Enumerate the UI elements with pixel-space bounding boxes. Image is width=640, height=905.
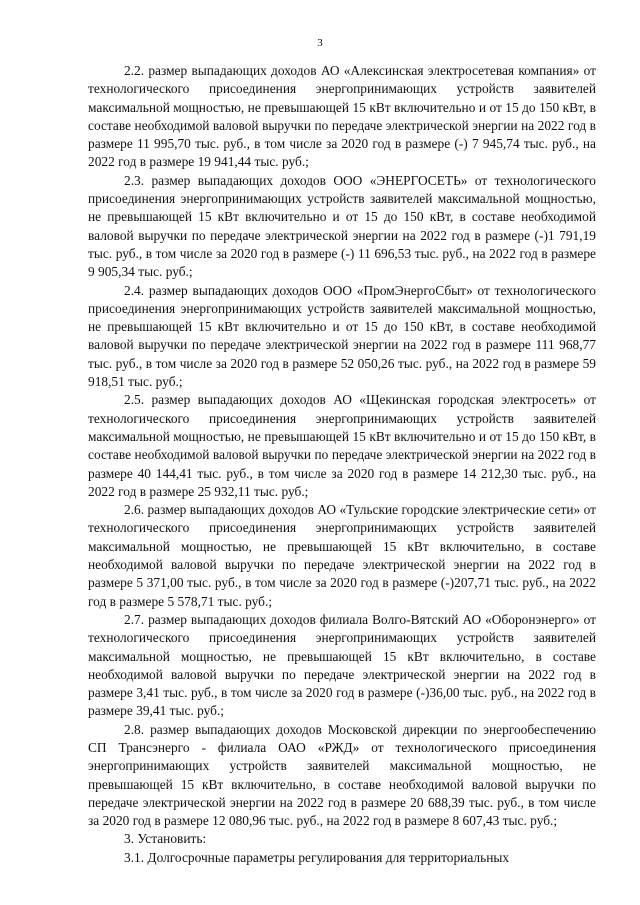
paragraph-2-2: 2.2. размер выпадающих доходов АО «Алексинская электросетевая компания» от технологического присоединения энергопринимающих устройств заявителей максимальной мощностью, не превышающей 15 кВт включительно и от 15 до 150 кВт, в составе необходимой валовой выручки по передаче электрической энергии на 2022 год в размере 11 995,70 тыс. руб., в том числе за 2020 год в размере (-) 7 945,74 тыс. руб., на 2022 год в размере 19 941,44 тыс. руб.; bbox=[88, 63, 596, 170]
paragraph-2-6: 2.6. размер выпадающих доходов АО «Тульские городские электрические сети» от технологического присоединения энергопринимающих устройств заявителей максимальной мощностью, не превышающей 15 кВт включительно, в составе необходимой валовой выручки по передаче электрической энергии на 2022 год в размере 5 371,00 тыс. руб., в том числе за 2020 год в размере (-)207,71 тыс. руб., на 2022 год в размере 5 578,71 тыс. руб.; bbox=[88, 502, 596, 609]
paragraph-2-5: 2.5. размер выпадающих доходов АО «Щекинская городская электросеть» от технологического присоединения энергопринимающих устройств заявителей максимальной мощностью, не превышающей 15 кВт включительно и от 15 до 150 кВт, в составе необходимой валовой выручки по передаче электрической энергии на 2022 год в размере 40 144,41 тыс. руб., в том числе за 2020 год в размере 14 212,30 тыс. руб., на 2022 год в размере 25 932,11 тыс. руб.; bbox=[88, 392, 596, 499]
paragraph-2-4: 2.4. размер выпадающих доходов ООО «ПромЭнергоСбыт» от технологического присоединения энергопринимающих устройств заявителей максимальной мощностью, не превышающей 15 кВт включительно и от 15 до 150 кВт, в составе необходимой валовой выручки по передаче электрической энергии на 2022 год в размере 111 968,77 тыс. руб., в том числе за 2020 год в размере 52 050,26 тыс. руб., на 2022 год в размере 59 918,51 тыс. руб.; bbox=[88, 282, 596, 390]
paragraph-2-8: 2.8. размер выпадающих доходов Московской дирекции по энергообеспечению СП Трансэнерго - филиала ОАО «РЖД» от технологического присоединения энергопринимающих устройств заявителей максимальной мощностью, не превышающей 15 кВт включительно, в составе необходимой валовой выручки по передаче электрической энергии на 2022 год в размере 20 688,39 тыс. руб., в том числе за 2020 год в размере 12 080,96 тыс. руб., на 2022 год в размере 8 607,43 тыс. руб.; bbox=[88, 721, 596, 829]
page-number: 3 bbox=[317, 37, 323, 49]
paragraph-2-3: 2.3. размер выпадающих доходов ООО «ЭНЕРГОСЕТЬ» от технологического присоединения энергопринимающих устройств заявителей максимальной мощностью, не превышающей 15 кВт включительно и от 15 до 150 кВт, в составе необходимой валовой выручки по передаче электрической энергии на 2022 год в размере (-)1 791,19 тыс. руб., в том числе за 2020 год в размере (-) 11 696,53 тыс. руб., на 2022 год в размере 9 905,34 тыс. руб.; bbox=[88, 172, 596, 280]
paragraph-3: 3. Установить: bbox=[124, 831, 207, 847]
paragraph-2-7: 2.7. размер выпадающих доходов филиала Волго-Вятский АО «Оборонэнерго» от технологического присоединения энергопринимающих устройств заявителей максимальной мощностью, не превышающей 15 кВт включительно, в составе необходимой валовой выручки по передаче электрической энергии на 2022 год в размере 3,41 тыс. руб., в том числе за 2020 год в размере (-)36,00 тыс. руб., на 2022 год в размере 39,41 тыс. руб.; bbox=[88, 611, 596, 719]
document-body bbox=[88, 62, 596, 867]
paragraph-3-1: 3.1. Долгосрочные параметры регулирования для территориальных bbox=[124, 849, 510, 865]
